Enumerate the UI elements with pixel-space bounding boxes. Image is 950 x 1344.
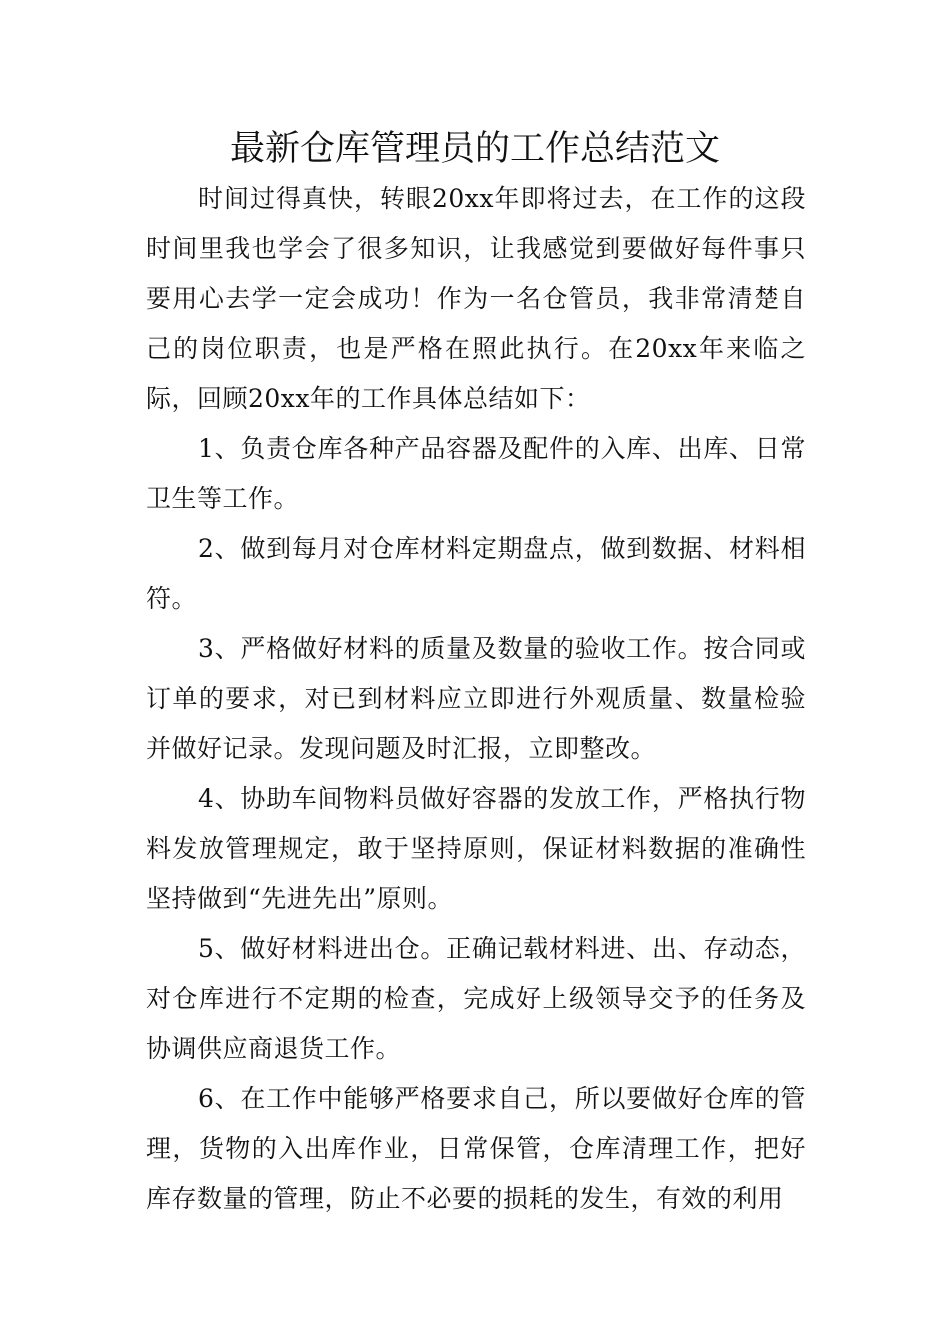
document-title: 最新仓库管理员的工作总结范文 <box>229 129 720 169</box>
paragraph-item-3: 3、严格做好材料的质量及数量的验收工作。按合同或订单的要求，对已到材料应立即进行外观质量、数量检验并做好记录。发现问题及时汇报，立即整改。 <box>146 634 806 763</box>
document-body <box>146 174 806 1224</box>
paragraph-item-1: 1、负责仓库各种产品容器及配件的入库、出库、日常卫生等工作。 <box>146 434 806 513</box>
paragraph-item-6: 6、在工作中能够严格要求自己，所以要做好仓库的管理，货物的入出库作业，日常保管，仓库清理工作，把好库存数量的管理，防止不必要的损耗的发生，有效的利用 <box>146 1084 806 1213</box>
paragraph-item-2: 2、做到每月对仓库材料定期盘点，做到数据、材料相符。 <box>146 534 806 613</box>
paragraph-intro: 时间过得真快，转眼20xx年即将过去，在工作的这段时间里我也学会了很多知识，让我感觉到要做好每件事只要用心去学一定会成功！作为一名仓管员，我非常清楚自己的岗位职责，也是严格在照此执行。在20xx年来临之际，回顾20xx年的工作具体总结如下： <box>146 184 806 413</box>
paragraph-item-4: 4、协助车间物料员做好容器的发放工作，严格执行物料发放管理规定，敢于坚持原则，保证材料数据的准确性坚持做到“先进先出”原则。 <box>146 784 806 913</box>
paragraph-item-5: 5、做好材料进出仓。正确记载材料进、出、存动态，对仓库进行不定期的检查，完成好上级领导交予的任务及协调供应商退货工作。 <box>146 934 806 1063</box>
